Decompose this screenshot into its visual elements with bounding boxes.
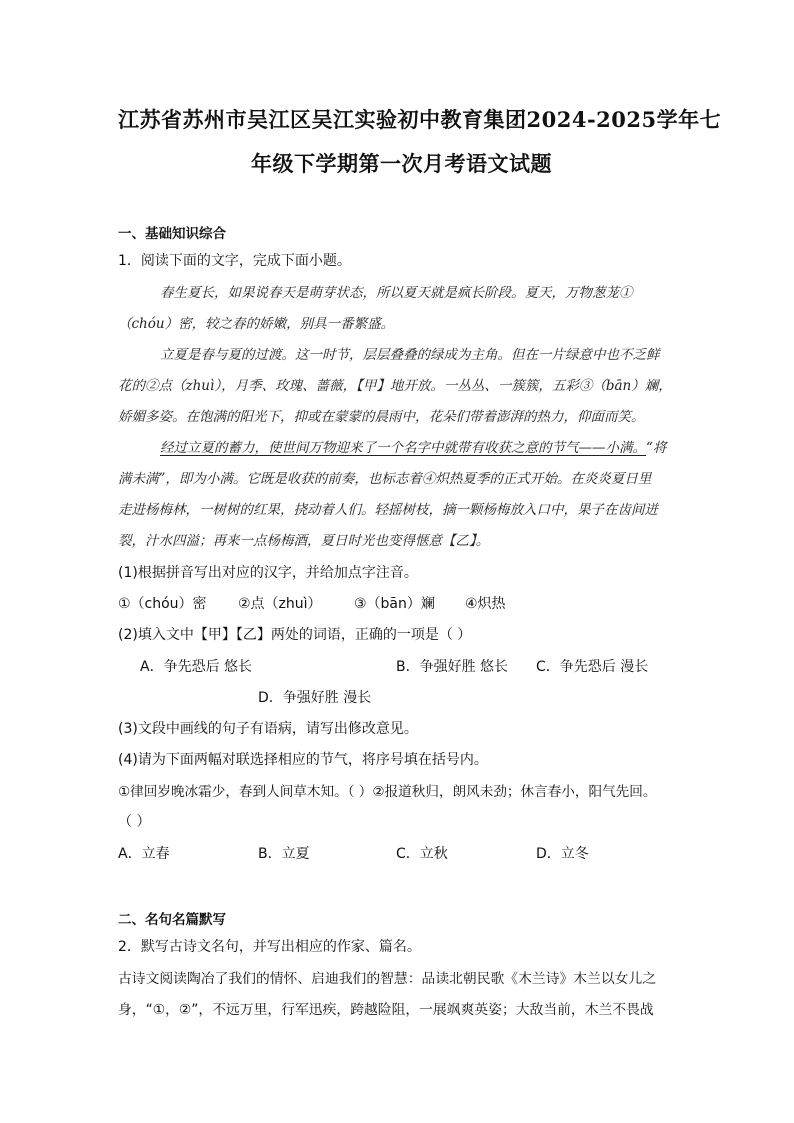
passage-line: 裂，汁水四溢；再来一点杨梅酒，夏日时光也变得惬意【乙】。 [118,533,490,549]
sub-question-3: (3)文段中画线的句子有语病，请写出修改意见。 [118,721,418,737]
sub-question-2: (2)填入文中【甲】【乙】两处的词语，正确的一项是（ ） [118,627,472,643]
passage-line: 满未满”，即为小满。它既是收获的前奏，也标志着④炽热夏季的正式开始。在炎炎夏日里 [118,471,652,487]
section-1-heading: 一、基础知识综合 [118,226,226,242]
passage-line: 走进杨梅林，一树树的红果，挠动着人们。轻摇树枝，摘一颗杨梅放入口中，果子在齿间迸 [118,502,658,518]
exam-title-line-1: 江苏省苏州市吴江区吴江实验初中教育集团2024-2025学年七 [118,107,722,132]
couplet-line: ①律回岁晚冰霜少，春到人间草木知。（ ）②报道秋归，朗风未劲；休言春小，阳气先回。 [118,784,657,800]
question-2-text: 身，“①，②”，不远万里，行军迅疾，跨越险阻，一展飒爽英姿；大敌当前，木兰不畏战 [118,1002,654,1018]
option-d: D．立冬 [536,846,589,862]
question-1-stem: 1．阅读下面的文字，完成下面小题。 [118,253,351,269]
pinyin-item: ④炽热 [465,596,506,612]
answer-blank: （ ） [118,814,151,830]
sub-question-1: (1)根据拼音写出对应的汉字，并给加点字注音。 [118,565,418,581]
section-2-heading: 二、名句名篇默写 [118,912,226,928]
passage-line: 花的②点（zhuì），月季、玫瑰、蔷薇，【甲】地开放。一丛丛、一簇簇，五彩③（bān）斓， [118,378,672,394]
option-a: A．立春 [118,846,170,862]
passage-line [160,436,666,456]
passage-fragment: “将 [646,440,667,456]
exam-title-line-2: 年级下学期第一次月考语文试题 [251,151,552,176]
pinyin-item: ①（chóu）密 [118,596,207,612]
question-2-text: 古诗文阅读陶冶了我们的情怀、启迪我们的智慧：品读北朝民歌《木兰诗》木兰以女儿之 [118,971,657,987]
pinyin-item: ③（bān）斓 [354,596,435,612]
option-c: C．立秋 [396,846,448,862]
passage-line: 春生夏长，如果说春天是萌芽状态，所以夏天就是疯长阶段。夏天，万物葱茏① [160,285,633,301]
passage-line: 立夏是春与夏的过渡。这一时节，层层叠叠的绿成为主角。但在一片绿意中也不乏鲜 [160,347,660,363]
sub-question-4: (4)请为下面两幅对联选择相应的节气，将序号填在括号内。 [118,752,488,768]
question-2-stem: 2．默写古诗文名句，并写出相应的作家、篇名。 [118,939,421,955]
option-b: B．立夏 [258,846,310,862]
passage-line: （chóu）密，较之春的娇嫩，别具一番繁盛。 [118,316,395,332]
passage-line: 娇媚多姿。在饱满的阳光下，抑或在蒙蒙的晨雨中，花朵们带着澎湃的热力，仰面而笑。 [118,409,645,425]
option-c: C．争先恐后 漫长 [536,659,649,675]
option-a: A．争先恐后 悠长 [140,659,253,675]
underlined-faulty-sentence: 经过立夏的蓄力，使世间万物迎来了一个名字中就带有收获之意的节气——小满。 [160,440,646,456]
pinyin-item: ②点（zhuì） [238,596,322,612]
option-b: B．争强好胜 悠长 [396,659,509,675]
option-d: D．争强好胜 漫长 [258,690,372,706]
